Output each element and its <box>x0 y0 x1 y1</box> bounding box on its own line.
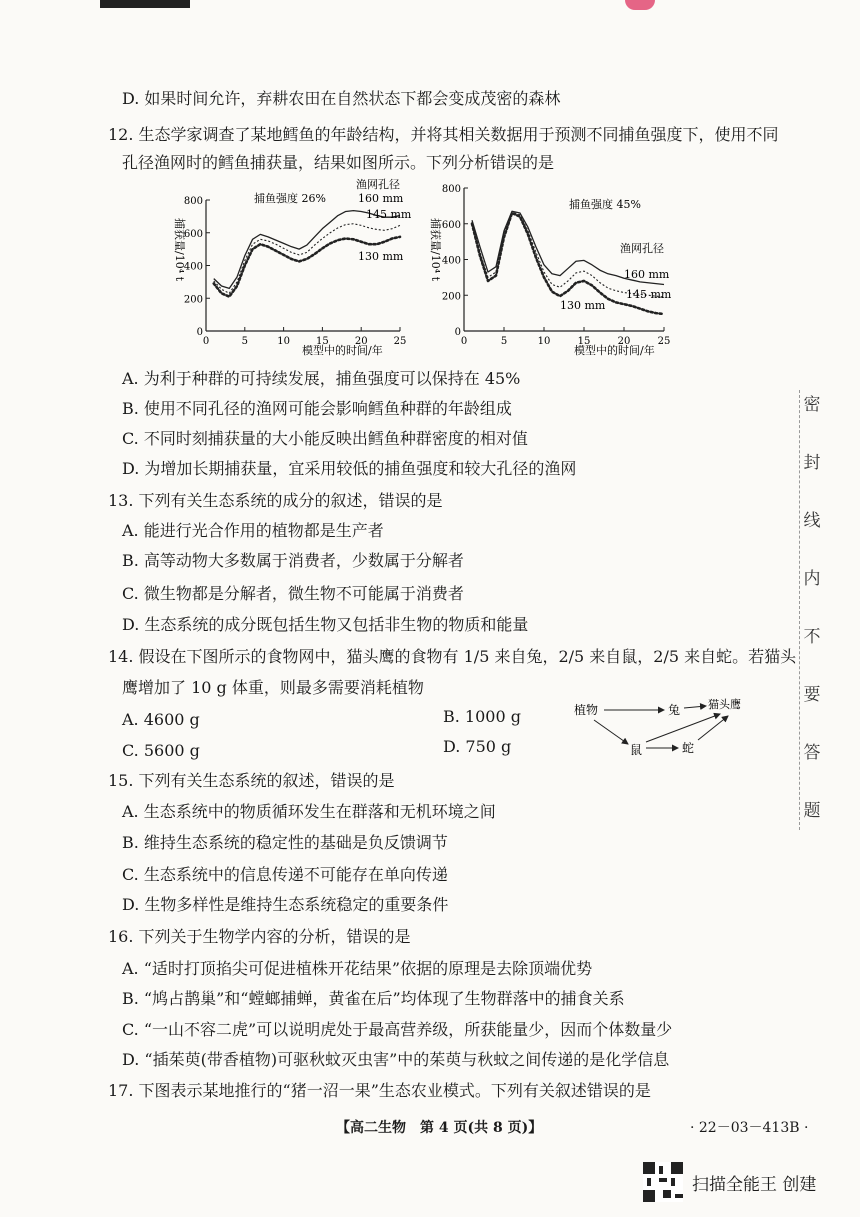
y-tick-label: 600 <box>441 219 461 231</box>
sidebar-char: 要 <box>803 685 821 705</box>
x-tick-label: 0 <box>202 336 210 347</box>
series-line-130mm <box>214 237 400 297</box>
sidebar-char: 题 <box>803 801 821 821</box>
chart-fishing-45 <box>424 178 684 358</box>
node-snake: 蛇 <box>682 741 695 755</box>
top-edge-mark <box>100 0 190 8</box>
q16-option-b: B. “鸠占鹊巢”和“螳螂捕蝉，黄雀在后”均体现了生物群落中的捕食关系 <box>122 989 625 1008</box>
node-rabbit: 兔 <box>668 703 681 717</box>
annotation: 捕鱼强度 26% <box>254 192 326 205</box>
y-tick-label: 800 <box>183 196 203 207</box>
q13-stem: 13. 下列有关生态系统的成分的叙述，错误的是 <box>108 491 443 510</box>
qr-code-icon <box>643 1162 683 1202</box>
legend-title: 渔网孔径 <box>620 242 664 255</box>
sidebar-char: 不 <box>803 627 821 647</box>
y-tick-label: 600 <box>183 228 203 240</box>
x-tick-label: 15 <box>577 336 591 347</box>
q13-option-a: A. 能进行光合作用的植物都是生产者 <box>122 521 384 540</box>
q12-option-c: C. 不同时刻捕获量的大小能反映出鳕鱼种群密度的相对值 <box>122 429 528 448</box>
x-tick-label: 20 <box>354 336 368 347</box>
arrow-rabbit-owl <box>684 706 706 708</box>
arrow-mouse-owl <box>646 714 720 742</box>
x-tick-label: 0 <box>460 336 468 347</box>
x-tick-label: 25 <box>657 336 671 347</box>
y-tick-label: 200 <box>441 291 461 303</box>
q15-option-d: D. 生物多样性是维持生态系统稳定的重要条件 <box>122 895 449 914</box>
y-tick-label: 0 <box>454 327 461 338</box>
legend-145: 145 mm <box>366 208 412 221</box>
legend-160: 160 mm <box>358 192 404 205</box>
sidebar-char: 封 <box>803 453 821 473</box>
q12-stem-line1: 12. 生态学家调查了某地鳕鱼的年龄结构，并将其相关数据用于预测不同捕鱼强度下，使用不同 <box>108 125 779 144</box>
q16-option-c: C. “一山不容二虎”可以说明虎处于最高营养级，所获能量少，因而个体数量少 <box>122 1020 673 1039</box>
q14-option-d: D. 750 g <box>443 737 512 756</box>
annotation: 捕鱼强度 45% <box>569 198 641 211</box>
q13-option-c: C. 微生物都是分解者，微生物不可能属于消费者 <box>122 584 464 603</box>
food-web-diagram <box>570 694 780 764</box>
q13-option-d: D. 生态系统的成分既包括生物又包括非生物的物质和能量 <box>122 615 529 634</box>
y-tick-label: 400 <box>441 255 461 267</box>
q14-stem-line1: 14. 假设在下图所示的食物网中，猫头鹰的食物有 1/5 来自兔，2/5 来自鼠，2/5 来自蛇。若猫头 <box>108 647 797 666</box>
q14-option-c: C. 5600 g <box>122 741 200 760</box>
q12-option-b: B. 使用不同孔径的渔网可能会影响鳕鱼种群的年龄组成 <box>122 399 512 418</box>
chart-fishing-26 <box>168 178 418 358</box>
x-tick-label: 10 <box>277 336 290 347</box>
node-plant: 植物 <box>574 703 599 717</box>
sidebar-char: 内 <box>803 569 821 589</box>
legend-160: 160 mm <box>624 268 670 281</box>
x-label: 模型中的时间/年 <box>574 344 655 357</box>
q14-option-a: A. 4600 g <box>122 710 200 729</box>
sealing-line-notice <box>799 390 824 830</box>
q12-option-a: A. 为利于种群的可持续发展，捕鱼强度可以保持在 45% <box>122 369 521 388</box>
arrow-plant-mouse <box>594 720 628 744</box>
x-tick-label: 10 <box>537 336 551 347</box>
q14-option-b: B. 1000 g <box>443 707 521 726</box>
node-owl: 猫头鹰 <box>708 698 741 711</box>
q13-option-b: B. 高等动物大多数属于消费者，少数属于分解者 <box>122 551 464 570</box>
y-tick-label: 200 <box>183 294 203 306</box>
sidebar-char: 线 <box>803 511 821 531</box>
x-tick-label: 20 <box>617 336 631 347</box>
q15-option-b: B. 维持生态系统的稳定性的基础是负反馈调节 <box>122 833 448 852</box>
page-footer-label: 【高二生物 第 4 页(共 8 页)】 <box>336 1120 543 1136</box>
q14-stem-line2: 鹰增加了 10 g 体重，则最多需要消耗植物 <box>122 678 424 697</box>
x-tick-label: 5 <box>241 336 248 347</box>
y-label: 捕获量/10⁴ t <box>429 218 442 282</box>
scanner-brand: 扫描全能王 创建 <box>692 1175 817 1195</box>
x-label: 模型中的时间/年 <box>302 344 383 357</box>
pink-ink-mark <box>625 0 655 10</box>
y-tick-label: 400 <box>183 261 203 273</box>
legend-130: 130 mm <box>560 299 606 312</box>
sidebar-char: 密 <box>803 395 821 415</box>
q15-stem: 15. 下列有关生态系统的叙述，错误的是 <box>108 771 395 790</box>
y-tick-label: 0 <box>196 327 203 338</box>
x-tick-label: 15 <box>316 336 329 347</box>
node-mouse: 鼠 <box>630 743 643 757</box>
legend-145: 145 mm <box>626 288 672 301</box>
q16-stem: 16. 下列关于生物学内容的分析，错误的是 <box>108 927 411 946</box>
q16-option-a: A. “适时打顶掐尖可促进植株开花结果”依据的原理是去除顶端优势 <box>122 959 593 978</box>
q16-option-d: D. “插茱萸(带香植物)可驱秋蚊灭虫害”中的茱萸与秋蚊之间传递的是化学信息 <box>122 1050 670 1069</box>
q12-option-d: D. 为增加长期捕获量，宜采用较低的捕鱼强度和较大孔径的渔网 <box>122 459 577 478</box>
q17-stem: 17. 下图表示某地推行的“猪一沼一果”生态农业模式。下列有关叙述错误的是 <box>108 1081 651 1100</box>
q12-stem-line2: 孔径渔网时的鳕鱼捕获量，结果如图所示。下列分析错误的是 <box>122 153 555 172</box>
q11-option-d: D. 如果时间允许，弃耕农田在自然状态下都会变成茂密的森林 <box>122 89 561 108</box>
y-label: 捕获量/10⁴ t <box>173 218 186 282</box>
x-tick-label: 25 <box>393 336 407 347</box>
x-tick-label: 5 <box>500 336 508 347</box>
legend-130: 130 mm <box>358 250 404 263</box>
q15-option-a: A. 生态系统中的物质循环发生在群落和无机环境之间 <box>122 802 496 821</box>
q15-option-c: C. 生态系统中的信息传递不可能存在单向传递 <box>122 865 448 884</box>
arrow-snake-owl <box>698 716 728 740</box>
y-tick-label: 800 <box>441 184 461 195</box>
legend-title: 渔网孔径 <box>356 178 400 191</box>
page-code: · 22－03－413B · <box>690 1120 809 1136</box>
sidebar-char: 答 <box>803 743 821 763</box>
